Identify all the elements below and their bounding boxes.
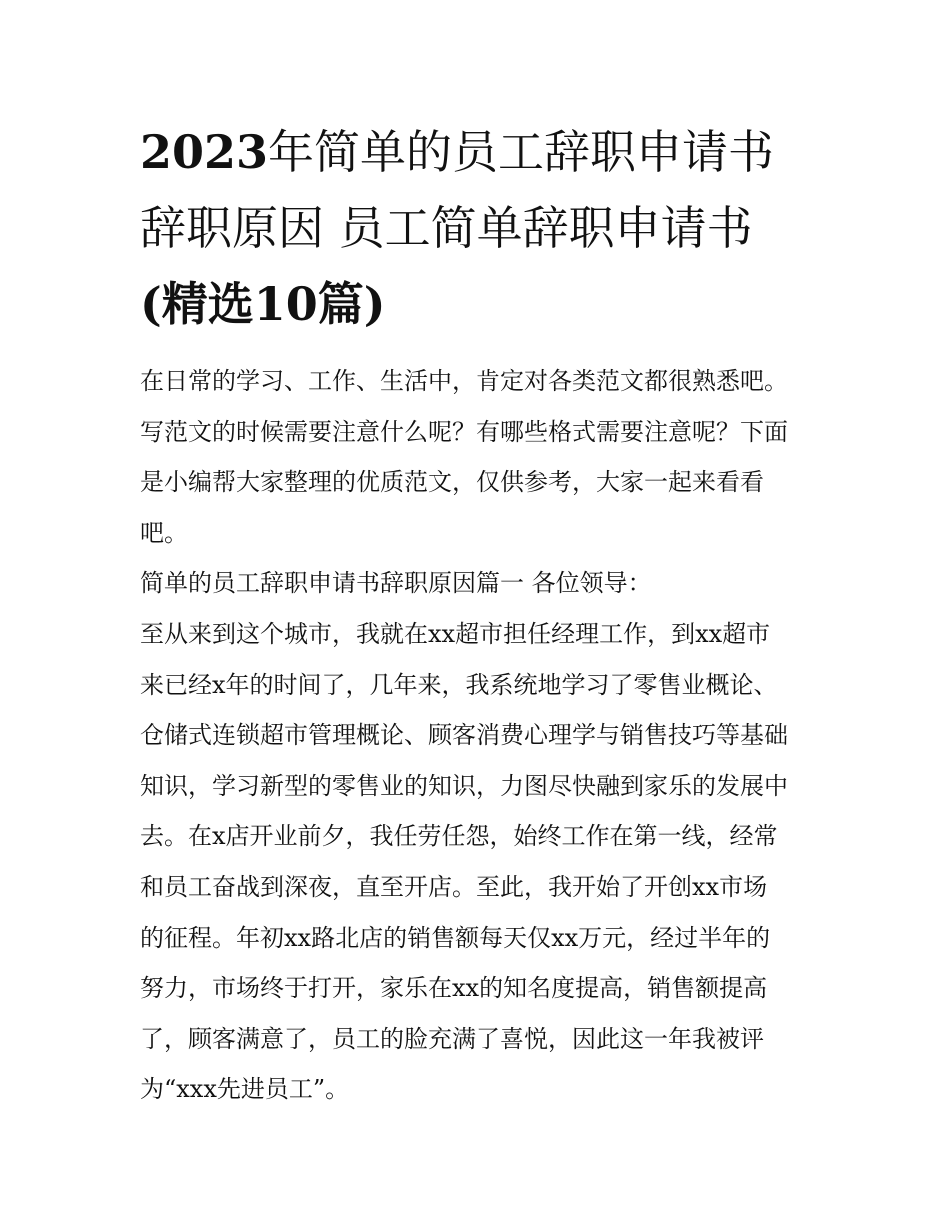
title-line-1 xyxy=(140,114,820,190)
body-line: 和员工奋战到深夜，直至开店。至此，我开始了开创xx市场 xyxy=(140,872,768,901)
body-line: 去。在x店开业前夕，我任劳任怨，始终工作在第一线，经常 xyxy=(140,822,778,851)
body-line: 了，顾客满意了，员工的脸充满了喜悦，因此这一年我被评 xyxy=(140,1024,764,1053)
body-line: 来已经x年的时间了，几年来，我系统地学习了零售业概论、 xyxy=(140,670,778,699)
title-suffix: (精选10篇) xyxy=(140,277,386,331)
body-line: 的征程。年初xx路北店的销售额每天仅xx万元，经过半年的 xyxy=(140,923,771,952)
body-line: 努力，市场终于打开，家乐在xx的知名度提高，销售额提高 xyxy=(140,974,768,1003)
body-line: 在日常的学习、工作、生活中，肯定对各类范文都很熟悉吧。 xyxy=(140,367,788,395)
section-heading: 简单的员工辞职申请书辞职原因篇一 各位领导： xyxy=(140,569,652,598)
body-line: 写范文的时候需要注意什么呢？有哪些格式需要注意呢？下面 xyxy=(140,417,788,446)
title-line-3 xyxy=(140,266,820,342)
document-title xyxy=(140,114,820,342)
title-line-2 xyxy=(140,190,820,266)
title-text: 年简单的员工辞职申请书 xyxy=(268,125,775,179)
body-line: 吧。 xyxy=(140,518,188,547)
title-year: 2023 xyxy=(140,125,269,179)
body-line: 仓储式连锁超市管理概论、顾客消费心理学与销售技巧等基础 xyxy=(140,721,788,750)
body-line: 为“xxx先进员工”。 xyxy=(140,1075,350,1104)
document-body xyxy=(140,356,820,1115)
title-text: 辞职原因 员工简单辞职申请书 xyxy=(140,201,753,255)
body-line: 知识，学习新型的零售业的知识，力图尽快融到家乐的发展中 xyxy=(140,771,788,800)
body-line: 至从来到这个城市，我就在xx超市担任经理工作，到xx超市 xyxy=(140,619,771,648)
body-line: 是小编帮大家整理的优质范文，仅供参考，大家一起来看看 xyxy=(140,468,764,497)
